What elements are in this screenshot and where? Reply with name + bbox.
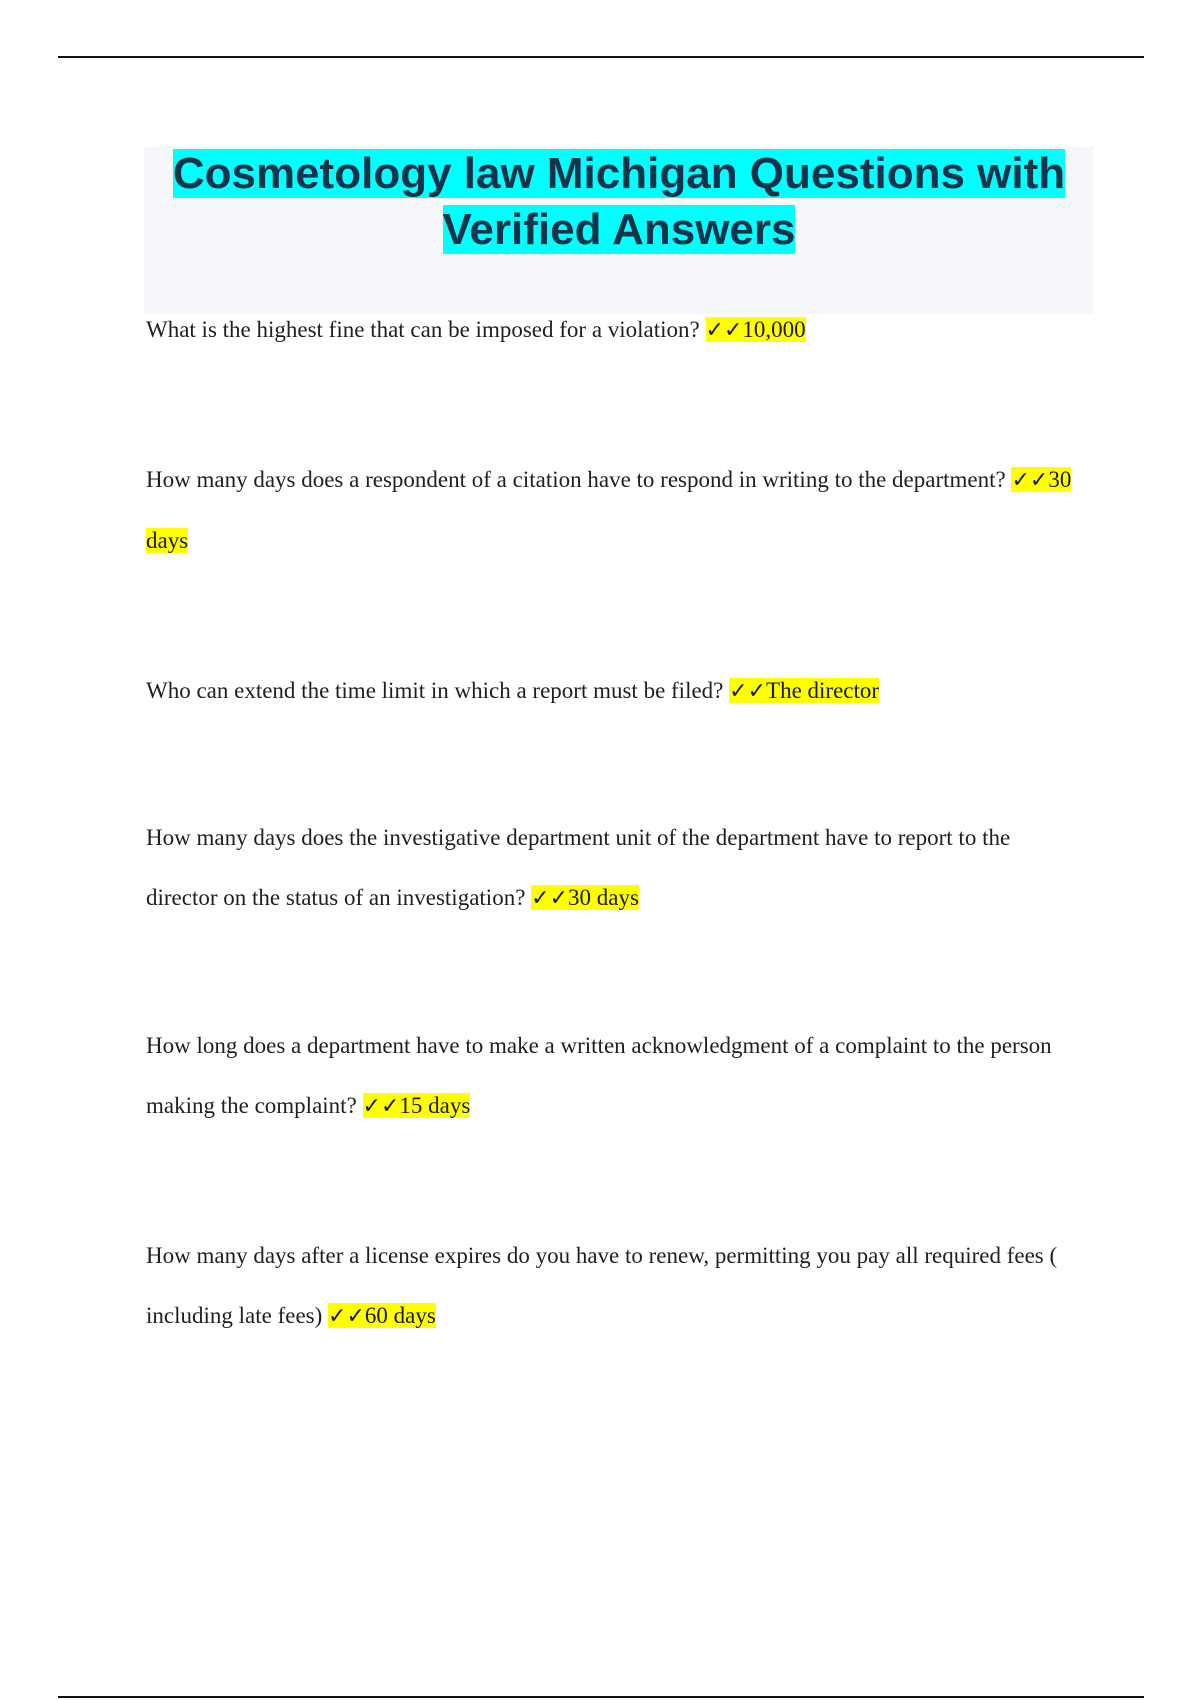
- question-text: How many days does a respondent of a citation have to respond in writing to the department?: [146, 467, 1006, 492]
- answer-text: 30 days: [568, 885, 639, 910]
- answer-text: 10,000: [742, 317, 806, 342]
- question-text: Who can extend the time limit in which a report must be filed?: [146, 678, 724, 703]
- question-text: How long does a department have to make a written acknowledgment of a complaint to the person making the complaint?: [146, 1033, 1052, 1118]
- double-check-icon: ✓✓: [328, 1304, 365, 1329]
- double-check-icon: ✓✓: [1011, 468, 1049, 493]
- qa-item-5: [146, 1016, 1076, 1137]
- answer-highlight: [729, 678, 879, 703]
- qa-item-6: [146, 1226, 1076, 1347]
- qa-item-2: [146, 450, 1076, 571]
- answer-highlight: [706, 317, 806, 342]
- question-text: What is the highest fine that can be imposed for a violation?: [146, 317, 700, 342]
- answer-highlight: [363, 1093, 471, 1118]
- answer-text: 60 days: [364, 1303, 436, 1328]
- double-check-icon: ✓✓: [362, 1094, 400, 1119]
- answer-highlight: [328, 1303, 436, 1328]
- double-check-icon: ✓✓: [531, 886, 569, 911]
- bottom-rule: [58, 1696, 1144, 1698]
- qa-item-4: [146, 808, 1076, 929]
- double-check-icon: ✓✓: [729, 679, 767, 704]
- double-check-icon: ✓✓: [705, 318, 743, 343]
- top-rule: [58, 56, 1144, 58]
- answer-text: 15 days: [399, 1093, 471, 1118]
- document-title: Cosmetology law Michigan Questions with Verified Answers: [172, 149, 1066, 254]
- answer-text: The director: [766, 678, 880, 703]
- question-text: How many days after a license expires do you have to renew, permitting you pay all required fees ( including late fees): [146, 1243, 1058, 1328]
- answer-text: 30 days: [146, 467, 1072, 553]
- qa-item-3: [146, 661, 1076, 722]
- qa-item-1: [146, 300, 1076, 361]
- answer-highlight: [531, 885, 639, 910]
- question-text: How many days does the investigative department unit of the department have to report to the director on the status of an investigation?: [146, 825, 1011, 910]
